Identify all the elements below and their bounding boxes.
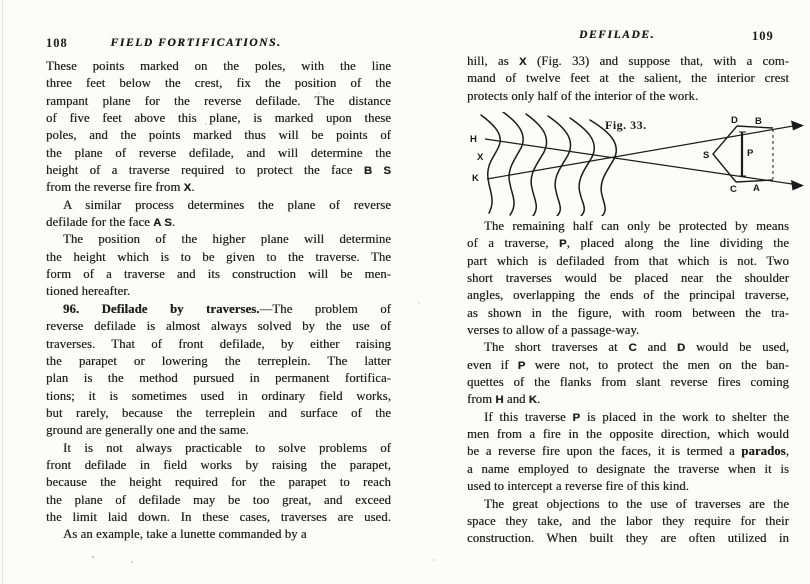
body-text: The great objections to the use of traverses are the — [484, 496, 789, 511]
body-text: as shown in the figure, with room between the tra- — [467, 305, 789, 320]
body-text: The remaining half can only be protected by means — [484, 219, 789, 233]
body-text: even if — [467, 357, 518, 372]
body-text: the plane of defilade may be too great, and exceed — [46, 492, 391, 507]
text-line — [467, 305, 789, 322]
right-page-text-bottom — [467, 218, 789, 548]
body-text: The short traverses at — [484, 340, 629, 355]
body-text: mand of twelve feet at the salient, the interior crest — [467, 71, 789, 86]
text-line — [46, 93, 391, 110]
body-text: space they take, and the labor they require for their — [467, 513, 789, 528]
body-text: the parapet or lowering the terreplein. The latter — [46, 353, 391, 368]
label-H: H — [470, 134, 477, 145]
body-text: If this traverse — [484, 409, 573, 424]
figure-caption: Fig. 33. — [605, 118, 647, 132]
text-line — [467, 253, 789, 270]
text-line — [46, 318, 391, 335]
reference-letter: D — [676, 342, 686, 355]
bold-text: parados — [741, 444, 786, 459]
hill-contour-lines — [481, 112, 616, 216]
text-line — [467, 235, 789, 252]
body-text: It is not always practicable to solve problems of — [63, 440, 391, 455]
body-text: quettes of the flanks from slant reverse fires coming — [467, 375, 789, 390]
body-text: men from a fire in the opposite direction, which would — [467, 427, 789, 442]
text-line — [467, 530, 789, 547]
text-line — [467, 374, 789, 391]
body-text: rampant plane for the reverse defilade. The distance — [46, 93, 391, 108]
body-text: used to intercept a reverse fire of this kind. — [467, 479, 689, 494]
body-text: and — [503, 392, 529, 407]
gorge-bottom — [736, 180, 773, 182]
text-line — [467, 461, 789, 478]
label-S: S — [703, 150, 710, 161]
label-D: D — [731, 115, 738, 126]
body-text: because the height required for the parapet to reach — [46, 475, 391, 490]
body-text: of five feet above this plane, is marked upon these — [46, 111, 391, 126]
reference-letter: P — [572, 411, 581, 424]
body-text: . — [537, 392, 541, 407]
text-line — [46, 301, 391, 318]
text-line — [46, 283, 391, 300]
reference-letter: A S — [153, 217, 172, 230]
bold-text: 96. Defilade by traverses. — [63, 301, 260, 316]
body-text: three feet below the crest, fix the position of the — [46, 76, 391, 91]
text-line — [46, 58, 391, 75]
body-text: —The problem of — [259, 301, 391, 316]
body-text: defilade for the face — [46, 215, 154, 230]
text-line — [46, 179, 391, 196]
sight-line-arrowheads — [791, 121, 804, 191]
body-text: but rarely, because the terreplein and surface of the — [46, 405, 391, 420]
text-line — [467, 53, 789, 70]
text-line — [467, 70, 789, 87]
text-line — [467, 270, 789, 287]
reference-letter: C — [628, 342, 637, 355]
text-line — [467, 357, 789, 374]
reference-letter: K — [528, 394, 538, 407]
label-C: C — [730, 184, 737, 195]
fig-33-illustration — [455, 112, 805, 216]
body-text: tions; it is sometimes used in ordinary field works, — [46, 388, 391, 403]
body-text: The position of the higher plane will determine — [63, 232, 391, 247]
body-text: construction. When built they are often utilized in — [467, 531, 789, 546]
text-line — [467, 426, 789, 443]
text-line — [467, 339, 789, 356]
text-line — [467, 218, 789, 235]
text-line — [46, 336, 391, 353]
reference-letter: H — [495, 394, 504, 407]
body-text: the height which is to be given to the traverse. The — [46, 249, 391, 264]
text-line — [46, 509, 391, 526]
text-line — [46, 440, 391, 457]
text-line — [46, 75, 391, 92]
text-line — [46, 405, 391, 422]
right-page-text-top — [467, 53, 789, 105]
text-line — [46, 145, 391, 162]
running-header-right: DEFILADE. — [578, 29, 656, 41]
text-line — [467, 443, 789, 460]
text-line — [46, 231, 391, 248]
text-line — [46, 492, 391, 509]
body-text: from — [467, 392, 496, 407]
body-text: front defilade in field works by raising the parapet, — [46, 457, 391, 472]
text-line — [467, 287, 789, 304]
label-A: A — [753, 183, 760, 194]
text-line — [46, 474, 391, 491]
label-K: K — [472, 173, 479, 184]
body-text: a name employed to designate the traverse when it is — [467, 461, 789, 476]
body-text: and — [636, 340, 677, 355]
scan-noise-specks — [0, 0, 2, 2]
body-text: As an example, take a lunette commanded by a — [63, 527, 307, 542]
reference-letter: P — [517, 359, 526, 372]
text-line — [46, 353, 391, 370]
body-text: (Fig. 33) and suppose that, with a com- — [526, 54, 790, 68]
text-line — [46, 214, 391, 231]
body-text: A similar process determines the plane of reverse — [63, 197, 391, 212]
body-text: the plane of reverse defilade, and will determine the — [46, 145, 391, 160]
body-text: were not, to protect the men on the ban- — [525, 357, 789, 372]
text-line — [46, 110, 391, 127]
text-line — [467, 409, 789, 426]
body-text: , placed along the line dividing the — [566, 236, 789, 251]
body-text: These points marked on the poles, with the line — [46, 59, 391, 73]
body-text: protects only half of the interior of the work. — [467, 88, 699, 103]
body-text: hill, as — [467, 54, 519, 68]
body-text: . — [171, 215, 176, 230]
text-line — [467, 496, 789, 513]
text-line — [46, 526, 391, 543]
body-text: form of a traverse and its construction will be men- — [46, 267, 391, 282]
reference-letter: B S — [363, 165, 392, 178]
body-text: , — [785, 444, 789, 459]
body-text: the limit laid down. In these cases, traverses are used. — [46, 509, 391, 524]
body-text: height of a traverse required to protect the face — [46, 163, 364, 178]
text-line — [467, 88, 789, 105]
text-line — [467, 322, 789, 339]
body-text: verses to allow of a passage-way. — [467, 323, 640, 338]
body-text: angles, overlapping the ends of the principal traverse, — [467, 288, 789, 303]
body-text: plan is the method pursued in permanent fortifica- — [46, 371, 391, 386]
text-line — [46, 422, 391, 439]
body-text: is placed in the work to shelter the — [580, 409, 789, 424]
text-line — [46, 197, 391, 214]
body-text: be a reverse fire upon the faces, it is termed a — [467, 444, 742, 459]
body-text: would be used, — [685, 340, 789, 355]
page-number-left: 108 — [46, 36, 68, 50]
body-text: reverse defilade is almost always solved by the use of — [46, 319, 391, 334]
running-header-left: FIELD FORTIFICATIONS. — [110, 37, 282, 49]
text-line — [467, 513, 789, 530]
page-number-right: 109 — [752, 29, 774, 43]
reference-letter: X — [518, 56, 527, 68]
label-P: P — [747, 148, 754, 159]
text-line — [46, 249, 391, 266]
body-text: . — [191, 180, 195, 195]
text-line — [46, 162, 391, 179]
body-text: short traverses would be placed near the shoulder — [467, 271, 789, 286]
reference-letter: X — [183, 182, 192, 195]
label-B: B — [755, 116, 762, 127]
reference-letter: P — [559, 238, 567, 251]
body-text: part which is defiladed from that which is not. Two — [467, 253, 789, 268]
body-text: of a traverse, — [467, 236, 560, 251]
text-line — [46, 127, 391, 144]
text-line — [46, 370, 391, 387]
text-line — [46, 457, 391, 474]
label-X: X — [477, 152, 484, 163]
body-text: tioned hereafter. — [46, 284, 131, 299]
text-line — [46, 266, 391, 283]
text-line — [467, 478, 789, 495]
text-line — [46, 388, 391, 405]
body-text: traverses. That of front defilade, by either raising — [46, 336, 391, 351]
text-line — [467, 391, 789, 408]
body-text: from the reverse fire from — [46, 180, 184, 195]
fig-33-svg — [455, 112, 805, 216]
left-page-text — [46, 58, 391, 544]
body-text: poles, and the points marked thus will be points of — [46, 128, 391, 143]
scan-edge-line — [2, 0, 3, 584]
body-text: ground are generally one and the same. — [46, 423, 249, 438]
